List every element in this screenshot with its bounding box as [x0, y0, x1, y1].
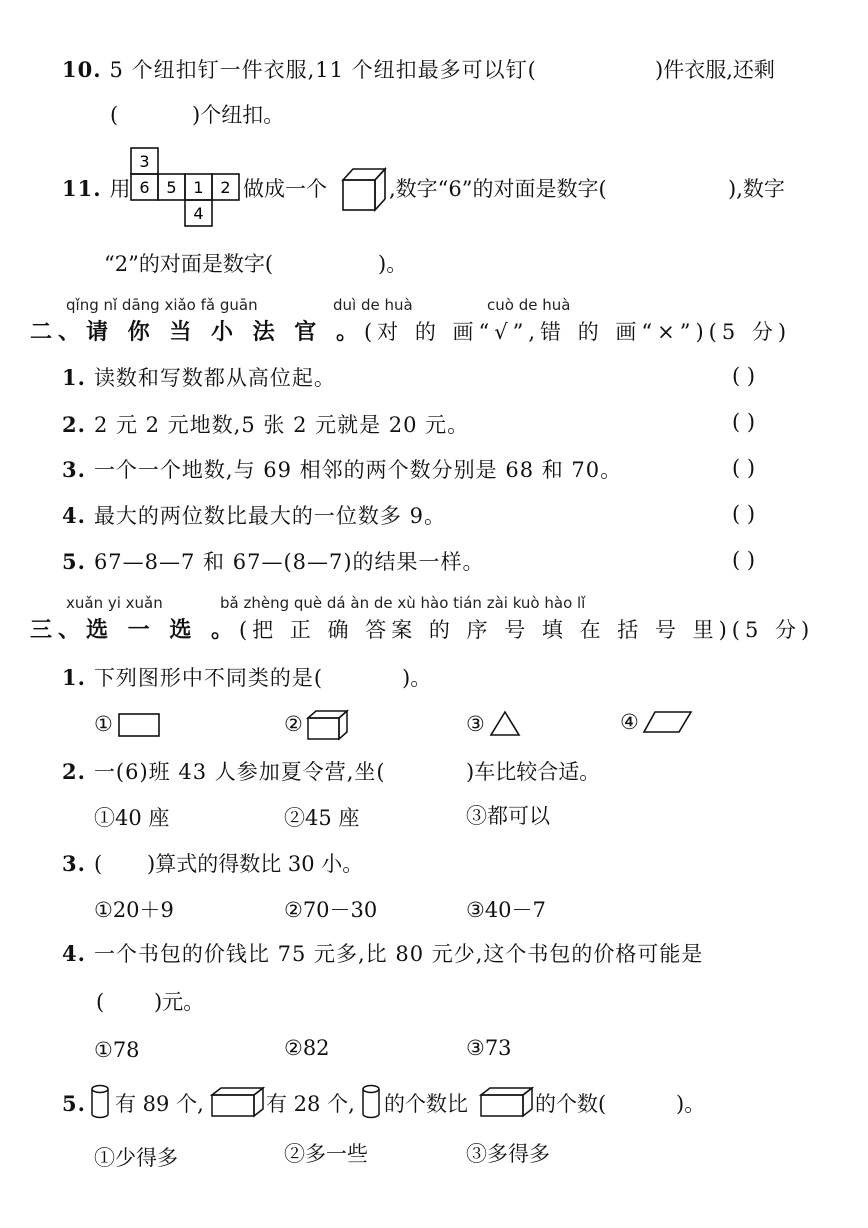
item-text: 一(6)班 43 人参加夏令营,坐(: [93, 760, 386, 784]
net-face: 5: [166, 178, 177, 197]
answer-bracket[interactable]: ( ): [732, 456, 756, 480]
answer-bracket[interactable]: ( ): [732, 364, 756, 388]
question-text: 用: [109, 177, 132, 201]
item-number: 5.: [62, 549, 86, 574]
choice-question-5-end: )。: [676, 1092, 706, 1116]
cylinder-icon: [90, 1084, 112, 1120]
option-2[interactable]: ②70－30: [284, 898, 378, 922]
choice-question-5-part4: 的个数(: [535, 1092, 607, 1116]
question-10: [62, 56, 537, 84]
net-face: 6: [139, 178, 150, 197]
option-mark: ①: [94, 712, 113, 736]
option-3[interactable]: ③多得多: [466, 1142, 550, 1166]
question-10-line2: )个纽扣。: [192, 103, 285, 127]
question-number: 10.: [62, 57, 102, 82]
option-1[interactable]: ①少得多: [94, 1146, 178, 1170]
item-text: 67—8—7 和 67—(8—7)的结果一样。: [93, 550, 485, 574]
net-face: 2: [220, 178, 231, 197]
cube-net: [131, 148, 243, 232]
choice-question-3-end: )算式的得数比 30 小。: [147, 852, 364, 876]
pinyin: cuò de huà: [487, 296, 571, 314]
option-2[interactable]: ②82: [284, 1036, 330, 1060]
choice-question-1: [62, 664, 323, 692]
choice-question-4-line2[interactable]: (: [96, 990, 105, 1014]
section-label: 三、选 一 选 。: [30, 617, 239, 643]
choice-question-4: [62, 940, 703, 968]
item-number: 5.: [62, 1091, 86, 1116]
triangle-icon: [490, 710, 522, 738]
option-1[interactable]: ①20＋9: [94, 898, 174, 922]
pinyin: qǐng nǐ dāng xiǎo fǎ guān: [66, 296, 258, 314]
choice-question-1-end: )。: [402, 666, 432, 690]
section-3-title: [30, 616, 814, 644]
question-11-mid-end: ),数字: [728, 177, 785, 201]
section-2-title: [30, 318, 791, 346]
question-text: 5 个纽扣钉一件衣服,11 个纽扣最多可以钉(: [109, 58, 537, 82]
item-text: 一个书包的价钱比 75 元多,比 80 元少,这个书包的价格可能是: [93, 942, 704, 966]
answer-bracket[interactable]: ( ): [732, 548, 756, 572]
option-3[interactable]: ③73: [466, 1036, 512, 1060]
question-11-line2: “2”的对面是数字(: [104, 252, 274, 276]
net-face: 1: [193, 178, 204, 197]
answer-bracket[interactable]: ( ): [732, 502, 756, 526]
parallelogram-icon: [643, 710, 693, 734]
option-3[interactable]: [466, 710, 485, 738]
cuboid-icon: [307, 709, 349, 741]
item-number: 2.: [62, 412, 86, 437]
judge-item: [62, 411, 469, 439]
pinyin: bǎ zhèng què dá àn de xù hào tián zài kuò hào lǐ: [220, 594, 586, 612]
item-number: 4.: [62, 503, 86, 528]
section-label: 二、请 你 当 小 法 官 。: [30, 319, 364, 345]
cube-net-icon: [131, 148, 243, 228]
option-1[interactable]: ①78: [94, 1038, 140, 1062]
item-number: 1.: [62, 365, 86, 390]
item-text: 最大的两位数比最大的一位数多 9。: [93, 504, 446, 528]
judge-item: [62, 364, 336, 392]
option-4[interactable]: [620, 708, 639, 736]
answer-bracket[interactable]: ( ): [732, 410, 756, 434]
item-number: 4.: [62, 941, 86, 966]
option-2[interactable]: [284, 710, 303, 738]
item-text: 2 元 2 元地数,5 张 2 元就是 20 元。: [93, 413, 470, 437]
choice-question-5-part2: 有 28 个,: [266, 1092, 355, 1116]
cube-icon: [341, 166, 387, 216]
pinyin: xuǎn yi xuǎn: [66, 594, 163, 612]
choice-question-5-part3: 的个数比: [384, 1092, 468, 1116]
section-note: (把 正 确 答案 的 序 号 填 在 括 号 里)(5 分): [238, 618, 815, 642]
item-text: 下列图形中不同类的是(: [93, 666, 324, 690]
item-text: 读数和写数都从高位起。: [93, 366, 336, 390]
choice-question-3: [62, 850, 103, 878]
cuboid-icon: [480, 1086, 534, 1118]
question-number: 11.: [62, 176, 102, 201]
option-mark: ②: [284, 712, 303, 736]
question-11-mid: ,数字“6”的对面是数字(: [389, 177, 607, 201]
option-3[interactable]: ③都可以: [466, 804, 550, 828]
item-number: 2.: [62, 759, 86, 784]
question-10-answer-open[interactable]: (: [110, 103, 119, 127]
item-number: 3.: [62, 851, 86, 876]
question-11: [62, 175, 132, 203]
judge-item: [62, 502, 446, 530]
cylinder-icon: [361, 1084, 383, 1120]
judge-item: [62, 456, 622, 484]
option-1[interactable]: [94, 710, 113, 738]
choice-question-2-end: )车比较合适。: [466, 760, 601, 784]
choice-question-5-part1: 有 89 个,: [115, 1092, 204, 1116]
choice-question-2: [62, 758, 386, 786]
net-top: 3: [139, 152, 150, 171]
net-bottom: 4: [193, 204, 204, 223]
option-3[interactable]: ③40－7: [466, 898, 546, 922]
rectangle-icon: [118, 712, 162, 738]
question-10-end: )件衣服,还剩: [655, 58, 775, 82]
item-text: (: [93, 852, 104, 876]
cuboid-icon: [211, 1086, 265, 1118]
option-2[interactable]: ②多一些: [284, 1142, 368, 1166]
option-2[interactable]: ②45 座: [284, 806, 360, 830]
option-mark: ③: [466, 712, 485, 736]
question-11-make: 做成一个: [243, 177, 327, 201]
item-text: 一个一个地数,与 69 相邻的两个数分别是 68 和 70。: [93, 458, 623, 482]
item-number: 3.: [62, 457, 86, 482]
section-note: (对 的 画“√”,错 的 画“×”)(5 分): [363, 320, 792, 344]
pinyin: duì de huà: [333, 296, 413, 314]
question-11-line2-end: )。: [378, 252, 408, 276]
judge-item: [62, 548, 485, 576]
option-mark: ④: [620, 710, 639, 734]
option-1[interactable]: ①40 座: [94, 806, 170, 830]
choice-question-4-line2-end: )元。: [154, 990, 205, 1014]
item-number: 1.: [62, 665, 86, 690]
